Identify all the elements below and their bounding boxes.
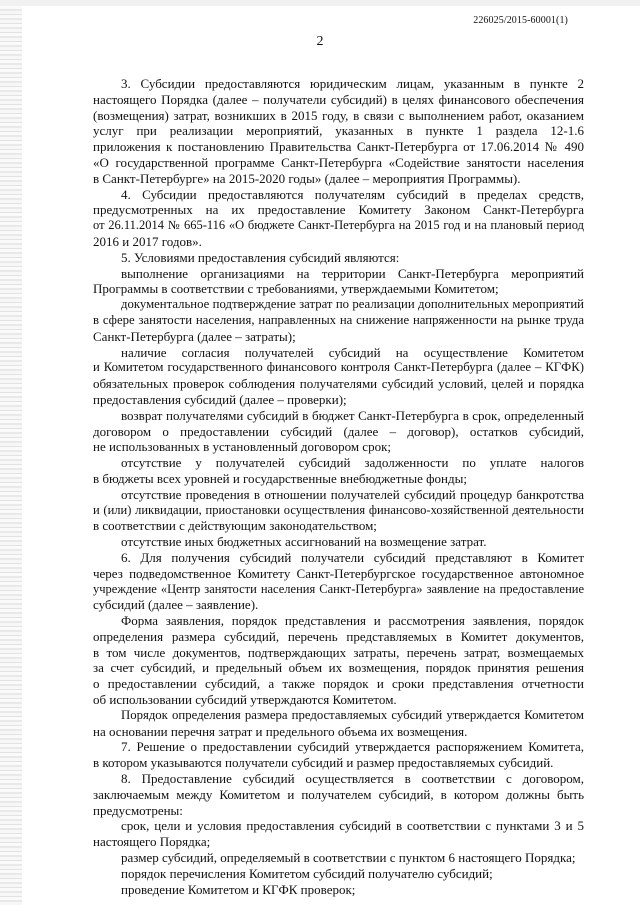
text-line: отсутствие у получателей субсидий задолженности по уплате налогов xyxy=(121,455,584,471)
text-line: Форма заявления, порядок представления и рассмотрения заявления, порядок xyxy=(121,613,584,629)
text-line: настоящего Порядка; xyxy=(93,834,211,850)
text-line: от 26.11.2014 № 665-116 «О бюджете Санкт-Петербурга на 2015 год и на плановый период xyxy=(93,218,584,233)
text-line: (возмещения) затрат, возникших в 2015 году, в связи с выполнением работ, оказанием xyxy=(93,107,584,123)
text-line: настоящего Порядка (далее – получатели субсидий) в целях финансового обеспечения xyxy=(93,91,584,107)
text-line: отсутствие иных бюджетных ассигнований на возмещение затрат. xyxy=(121,534,487,550)
text-line: 6. Для получения субсидий получатели субсидий представляют в Комитет xyxy=(121,549,584,565)
text-line: и (или) ликвидации, приостановки осуществления финансово-хозяйственной деятельности xyxy=(93,502,584,517)
text-line: учреждение «Центр занятости населения Санкт-Петербурга» заявление на предоставление xyxy=(93,581,584,596)
text-line: обязательных проверок соблюдения получателями субсидий условий, целей и порядка xyxy=(93,376,584,392)
text-line: отсутствие проведения в отношении получателей субсидий процедур банкротства xyxy=(121,486,584,502)
text-line: услуг при реализации мероприятий, указанных в пункте 1 раздела 12-1.6 xyxy=(93,123,584,139)
text-line: об использовании субсидий утверждаются Комитетом. xyxy=(93,692,397,708)
text-line: 4. Субсидии предоставляются получателям субсидий в пределах средств, xyxy=(121,186,584,202)
text-line: не использованных в установленный договором срок; xyxy=(93,439,392,455)
text-line: 7. Решение о предоставлении субсидий утверждается распоряжением Комитета, xyxy=(121,739,584,755)
page-number: 2 xyxy=(316,34,324,49)
text-line: о предоставлении субсидий, а также порядок и сроки представления отчетности xyxy=(93,676,584,692)
text-line: в том числе документов, подтверждающих затраты, перечень затрат, возмещаемых xyxy=(93,644,584,660)
text-line: в сфере занятости населения, направленных на снижение напряженности на рынке труда xyxy=(93,312,584,327)
text-line: размер субсидий, определяемый в соответствии с пунктом 6 настоящего Порядка; xyxy=(121,850,576,866)
text-line: Программы в соответствии с требованиями, утверждаемыми Комитетом; xyxy=(93,281,499,297)
text-line: порядок перечисления Комитетом субсидий получателю субсидий; xyxy=(121,865,493,881)
text-line: возврат получателями субсидий в бюджет Санкт-Петербурга в срок, определенный xyxy=(121,407,584,423)
text-line: определения размера субсидий, перечень представляемых в Комитет документов, xyxy=(93,628,584,644)
text-line: документальное подтверждение затрат по реализации дополнительных мероприятий xyxy=(121,297,584,312)
text-line: Санкт-Петербурга (далее – затраты); xyxy=(93,328,296,344)
text-line: 8. Предоставление субсидий осуществляется в соответствии с договором, xyxy=(121,771,584,787)
text-line: в соответствии с действующим законодательством; xyxy=(93,518,377,534)
text-line: 5. Условиями предоставления субсидий являются: xyxy=(121,249,400,265)
text-line: на основании перечня затрат и предельного объема их возмещения. xyxy=(93,723,468,739)
text-line: выполнение организациями на территории Санкт-Петербурга мероприятий xyxy=(121,265,584,281)
text-line: предоставления субсидий (далее – проверки); xyxy=(93,391,347,407)
text-line: приложения к постановлению Правительства Санкт-Петербурга от 17.06.2014 № 490 xyxy=(93,139,584,155)
text-line: проведение Комитетом и КГФК проверок; xyxy=(121,881,356,897)
text-line: 2016 и 2017 годов». xyxy=(93,233,202,249)
text-line: предусмотренных на их предоставление Комитету Законом Санкт-Петербурга xyxy=(93,202,584,218)
text-line: 3. Субсидии предоставляются юридическим лицам, указанным в пункте 2 xyxy=(121,76,584,91)
text-line: через подведомственное Комитету Санкт-Петербургское государственное автономное xyxy=(93,565,584,581)
text-line: срок, цели и условия предоставления субсидий в соответствии с пунктами 3 и 5 xyxy=(121,818,584,834)
text-line: в Санкт-Петербурге» на 2015-2020 годы» (далее – мероприятия Программы). xyxy=(93,170,521,186)
text-line: в котором указываются получатели субсидий и размер предоставляемых субсидий. xyxy=(93,755,554,771)
text-line: предусмотрены: xyxy=(93,802,183,818)
text-line: заключаемым между Комитетом и получателем субсидий, в котором должны быть xyxy=(93,786,584,802)
text-line: Порядок определения размера предоставляемых субсидий утверждается Комитетом xyxy=(121,707,584,722)
text-line: за счет субсидий, и предельный объем их возмещения, порядок принятия решения xyxy=(93,660,584,676)
scan-top-edge xyxy=(0,0,640,6)
text-line: «О государственной программе Санкт-Петербурга «Содействие занятости населения xyxy=(93,154,584,170)
document-body xyxy=(93,76,584,897)
text-line: субсидий (далее – заявление). xyxy=(93,597,259,613)
text-line: наличие согласия получателей субсидий на осуществление Комитетом xyxy=(121,344,584,360)
document-id: 226025/2015-60001(1) xyxy=(473,15,568,26)
text-line: договором о предоставлении субсидий (далее – договор), остатков субсидий, xyxy=(93,423,584,439)
text-line: в бюджеты всех уровней и государственные внебюджетные фонды; xyxy=(93,470,467,486)
scan-edge-shadow xyxy=(0,0,22,905)
text-line: и Комитетом государственного финансового контроля Санкт-Петербурга (далее – КГФК) xyxy=(93,360,584,375)
